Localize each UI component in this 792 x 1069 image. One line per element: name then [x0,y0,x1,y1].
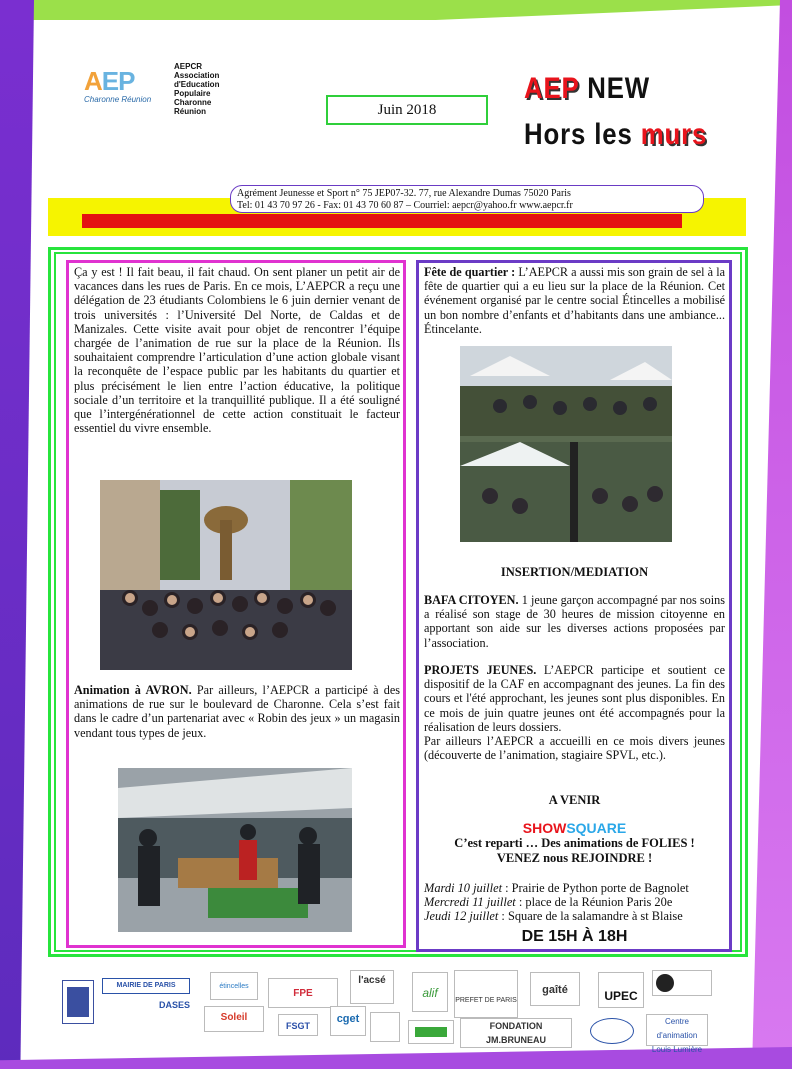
ailleurs-paragraph: Par ailleurs l’AEPCR a accueilli en ce mois divers jeunes (découverte de l’animation, stagiaire SPVL, etc.). [424,734,725,763]
partner-logo-fsgt: FSGT [278,1014,318,1036]
projets-paragraph [424,663,725,734]
logo-letters-ep: EP [101,66,135,96]
title-aep: AEP [524,72,580,105]
bafa-paragraph [424,593,725,650]
decorative-border-right [752,0,792,1069]
title-murs: murs [640,118,708,151]
partner-logo-prefet: PREFET DE PARIS [454,970,518,1018]
header-red-bar [82,214,682,228]
partner-logo-loin [62,980,94,1024]
avron-title: Animation à AVRON. [74,683,192,697]
assoc-line: Charonne [174,98,212,107]
association-name [174,62,219,116]
event-date-row [424,895,725,909]
avron-paragraph [74,683,400,740]
logo-subtitle: Charonne Réunion [84,95,152,104]
reparti-line-1: C’est reparti … Des animations de FOLIES ! [454,836,695,850]
event-day: Mardi 10 juillet [424,881,503,895]
event-day: Jeudi 12 juillet [424,909,499,923]
aep-logo [84,66,164,112]
event-day: Mercredi 11 juillet [424,895,516,909]
colombian-visit-paragraph: Ça y est ! Il fait beau, il fait chaud. On sent planer un petit air de vacances dans les rues de Paris. En ce mois, L’AEPCR a reçu une délégation de 23 étudiants Colombiens le 6 juin dernier venant de trois universités : l’Université Del Norte, de Caldas et de Manizales. Cette visite avait pour objet de rencontrer l’équipe chargée de l’animation de rue sur la place de la Réunion. Ils souhaitaient comprendre l’articulation d’une action globale visant la reconquête de l’espace public par les habitants du quartier et plus précisément le lien entre l’action éducative, la politique sociale d’un territoire et la tranquillité publique. Il a été souligné que l’intergénérationnel de cette action constituait le facteur essentiel du vivre ensemble. [74,265,400,436]
show-word: SHOW [522,820,567,836]
assoc-line: d'Education [174,80,220,89]
fete-quartier-paragraph [424,265,725,336]
title-hors-les: Hors les [524,118,633,151]
newsletter-title [524,66,707,158]
fete-text: L’AEPCR a aussi mis son grain de sel à la fête de quartier qui a eu lieu sur la place de la Réunion. Cet événement organisé par le centre social Étincelles a mobilisé un bon nombre d’enfants et d’habitants dans une ambiance... Étincelante. [424,265,726,336]
photo-fete-quartier [460,346,672,542]
partner-logo-louis-lumiere: Centre d'animation Louis Lumière [646,1014,708,1046]
partner-logo-small [370,1012,400,1042]
partner-logo-round [652,970,712,996]
photo-group-fountain [100,480,352,670]
avenir-heading: A VENIR [548,793,601,807]
logo-mark [84,66,164,97]
bafa-text: 1 jeune garçon accompagné par nos soins a réalisé son stage de 30 heures de mission citoyenne en apportant son aide sur les diverses actions proposées par l’association. [424,593,725,650]
event-date-row [424,909,725,923]
logo-letter-a: A [84,66,102,96]
reparti-text [424,836,725,866]
event-date-row [424,881,725,895]
assoc-line: AEPCR [174,62,203,71]
partner-logo-etincelles: étincelles [210,972,258,1000]
title-new: NEW [587,72,650,105]
contact-box [230,185,704,213]
bafa-title: BAFA CITOYEN. [424,593,519,607]
partner-logo-dases: DASES [136,1000,190,1028]
partner-logo-fpe: FPE [268,978,338,1008]
reparti-line-2: VENEZ nous REJOINDRE ! [496,851,653,865]
event-place: : place de la Réunion Paris 20e [515,895,673,909]
partner-logo-mairie: MAIRIE DE PARIS [102,978,190,994]
partner-logo-alif: alif [412,972,448,1012]
projets-text: L’AEPCR participe et soutient ce dispositif de la CAF en accompagnant des jeunes. La fin des cours et l'été approchant, les jeunes sont plus disponibles. En ce mois de juin quatre jeunes ont été accompagnés pour la réalisation de leurs dossiers. [424,663,725,734]
projets-title: PROJETS JEUNES. [424,663,537,677]
decorative-border-top [0,0,792,20]
partner-logos [60,966,740,1056]
square-word: SQUARE [566,820,627,836]
showsquare-title [424,820,725,836]
event-dates [424,881,725,923]
assoc-line: Populaire [174,89,211,98]
partner-logo-acse: l'acsé [350,970,394,1004]
partner-logo-soleil: Soleil [204,1006,264,1032]
assoc-line: Association [174,71,220,80]
event-place: : Square de la salamandre à st Blaise [498,909,683,923]
issue-date: Juin 2018 [326,95,488,125]
fete-title: Fête de quartier : [424,265,516,279]
photo-games-street [118,768,352,932]
assoc-line: Réunion [174,107,206,116]
contact-line-1: Agrément Jeunesse et Sport n° 75 JEP07-32. 77, rue Alexandre Dumas 75020 Paris [237,188,571,199]
partner-logo-gaite: gaîté [530,972,580,1006]
contact-line-2: Tel: 01 43 70 97 26 - Fax: 01 43 70 60 87 – Courriel: aepcr@yahoo.fr www.aepcr.fr [237,200,573,211]
insertion-heading: INSERTION/MEDIATION [500,565,649,579]
partner-logo-upec: UPEC [598,972,644,1008]
avron-text: Par ailleurs, l’AEPCR a participé à des animations de rue sur le boulevard de Charonne. Cela s’est fait dans le cadre d’un partenariat avec « Robin des jeux » un magasin vendant tous types de jeux. [74,683,401,740]
partner-logo-cget: cget [330,1006,366,1036]
event-place: : Prairie de Python porte de Bagnolet [502,881,689,895]
partner-logo-circle [590,1018,634,1044]
decorative-border-left [0,0,34,1069]
partner-logo-fondation: FONDATION JM.BRUNEAU [460,1018,572,1048]
event-hours: DE 15H À 18H [521,928,628,945]
partner-logo-green [408,1020,454,1044]
